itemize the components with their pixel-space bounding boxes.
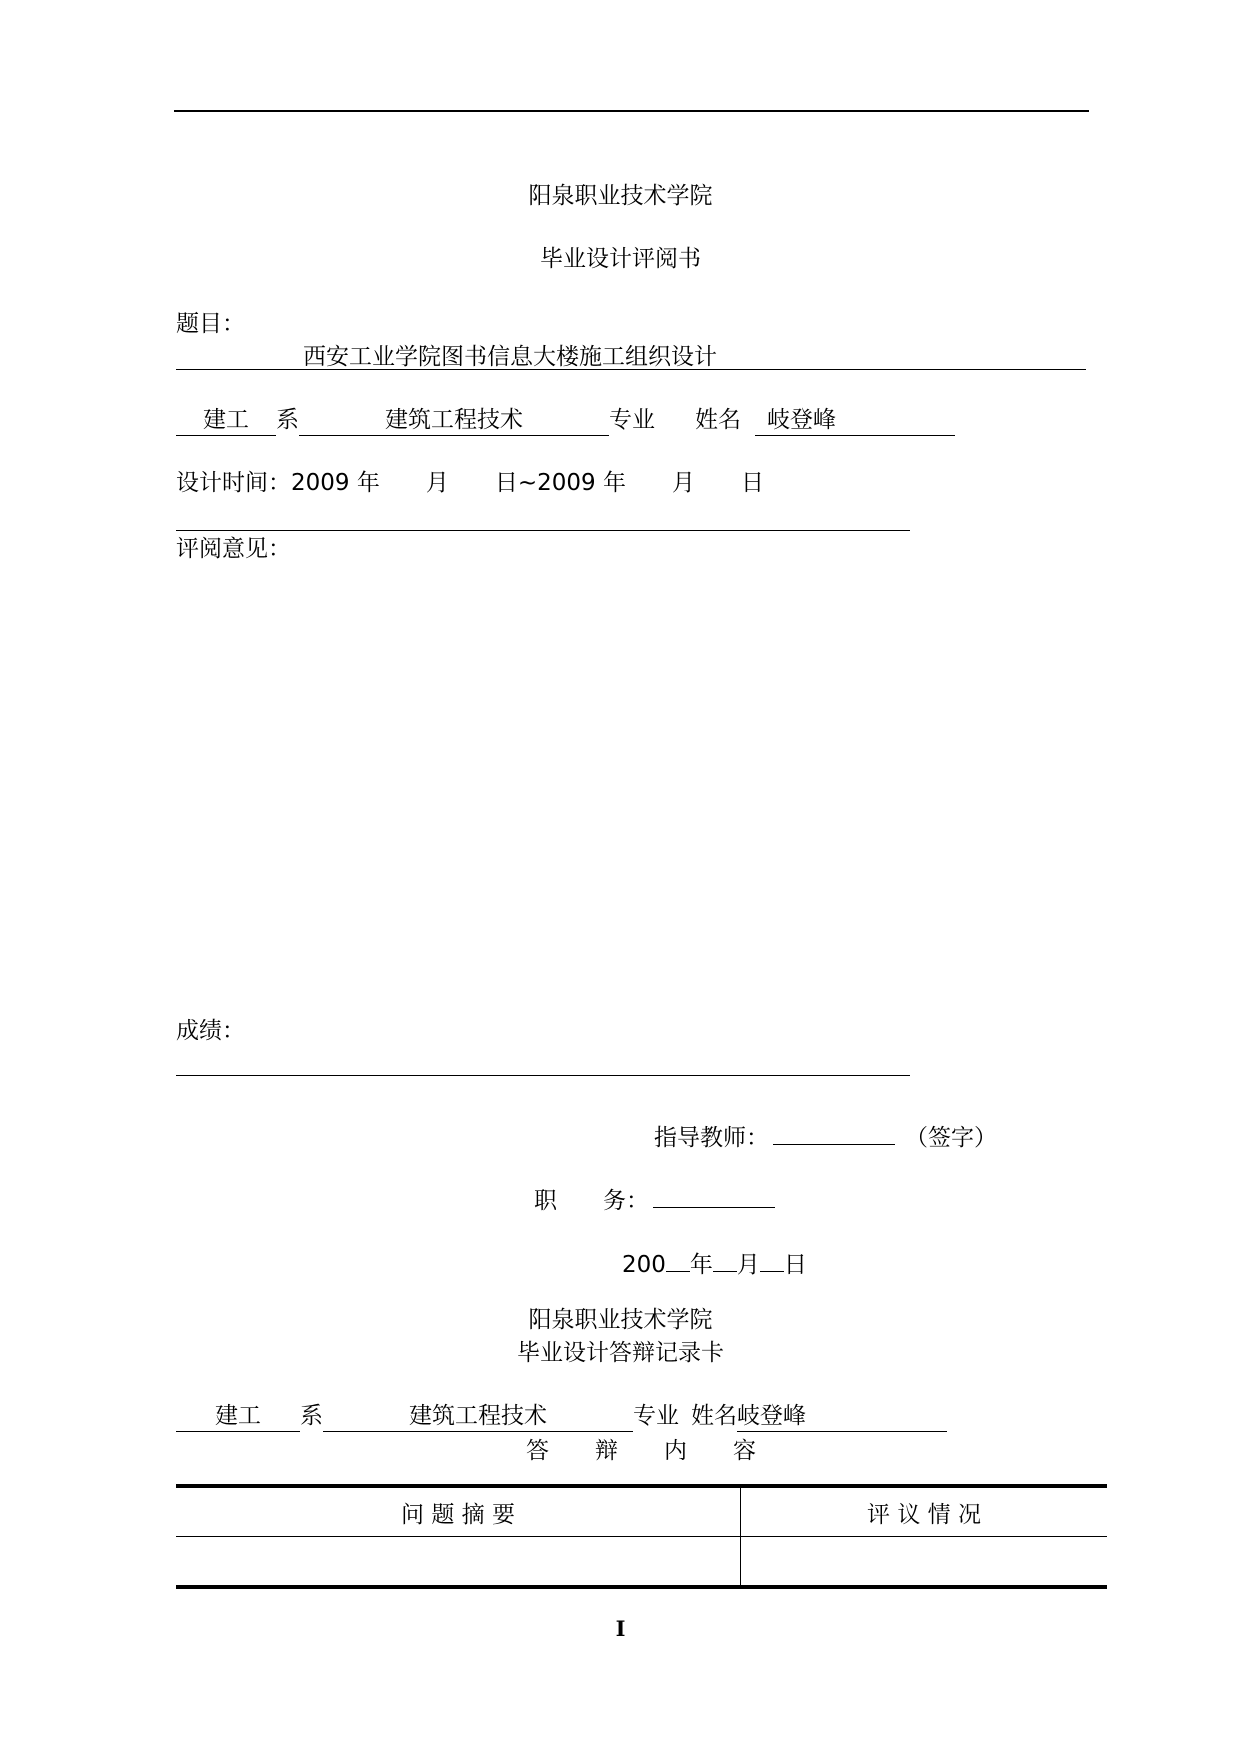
department-value: 建工	[203, 407, 249, 433]
signature-note: （签字）	[905, 1125, 997, 1151]
defense-major-field	[323, 1405, 633, 1432]
advisor-label: 指导教师：	[654, 1125, 769, 1151]
name-label: 姓名	[695, 407, 741, 433]
name-value: 岐登峰	[767, 407, 836, 433]
defense-record-table	[176, 1484, 1107, 1589]
date-month-unit: 月	[736, 1252, 760, 1278]
department-label: 系	[276, 407, 299, 433]
defense-student-info-row	[176, 1405, 947, 1432]
advisor-signature-field	[773, 1118, 895, 1145]
defense-document-title: 毕业设计答辩记录卡	[517, 1340, 724, 1366]
page-number: I	[615, 1616, 626, 1641]
position-field	[653, 1181, 775, 1208]
defense-major-value: 建筑工程技术	[409, 1403, 547, 1429]
position-row	[534, 1181, 775, 1213]
design-time-rule	[176, 530, 910, 531]
grade-rule	[176, 1075, 910, 1076]
topic-label: 题目：	[176, 311, 245, 337]
position-label: 职 务：	[534, 1188, 649, 1214]
defense-department-field	[176, 1405, 300, 1432]
document-title: 毕业设计评阅书	[540, 246, 701, 272]
date-year-unit: 年	[689, 1252, 713, 1278]
name-field	[755, 409, 955, 436]
defense-department-value: 建工	[215, 1403, 261, 1429]
date-day-blank	[760, 1245, 784, 1272]
table-cell-question-summary[interactable]	[176, 1537, 741, 1588]
defense-department-label: 系	[300, 1403, 323, 1429]
table-row	[176, 1537, 1107, 1588]
department-field	[176, 409, 276, 436]
header-rule	[174, 110, 1089, 112]
advisor-row	[654, 1118, 997, 1150]
major-value: 建筑工程技术	[385, 407, 523, 433]
defense-major-label: 专业	[633, 1403, 679, 1429]
review-opinion-label: 评阅意见：	[176, 536, 291, 562]
topic-field	[176, 346, 1086, 370]
major-label: 专业	[609, 407, 655, 433]
date-day-unit: 日	[783, 1252, 807, 1278]
topic-value: 西安工业学院图书信息大楼施工组织设计	[303, 344, 717, 370]
defense-name-field	[737, 1405, 947, 1432]
table-cell-evaluation[interactable]	[741, 1537, 1108, 1588]
design-time: 设计时间：2009 年 月 日~2009 年 月 日	[176, 470, 764, 496]
table-header-evaluation: 评 议 情 况	[741, 1486, 1108, 1537]
defense-name-label: 姓名	[691, 1403, 737, 1429]
major-field	[299, 409, 609, 436]
defense-institution-title: 阳泉职业技术学院	[528, 1307, 713, 1333]
sign-date-row	[622, 1245, 807, 1277]
date-year: 200	[622, 1252, 666, 1278]
date-year-blank	[666, 1245, 690, 1272]
institution-title: 阳泉职业技术学院	[528, 183, 713, 209]
defense-name-value: 岐登峰	[737, 1403, 806, 1429]
table-header-question-summary: 问 题 摘 要	[176, 1486, 741, 1537]
defense-content-heading: 答 辩 内 容	[526, 1438, 756, 1464]
grade-label: 成绩：	[176, 1018, 245, 1044]
student-info-row	[176, 409, 955, 436]
date-month-blank	[713, 1245, 737, 1272]
table-header-row	[176, 1486, 1107, 1537]
